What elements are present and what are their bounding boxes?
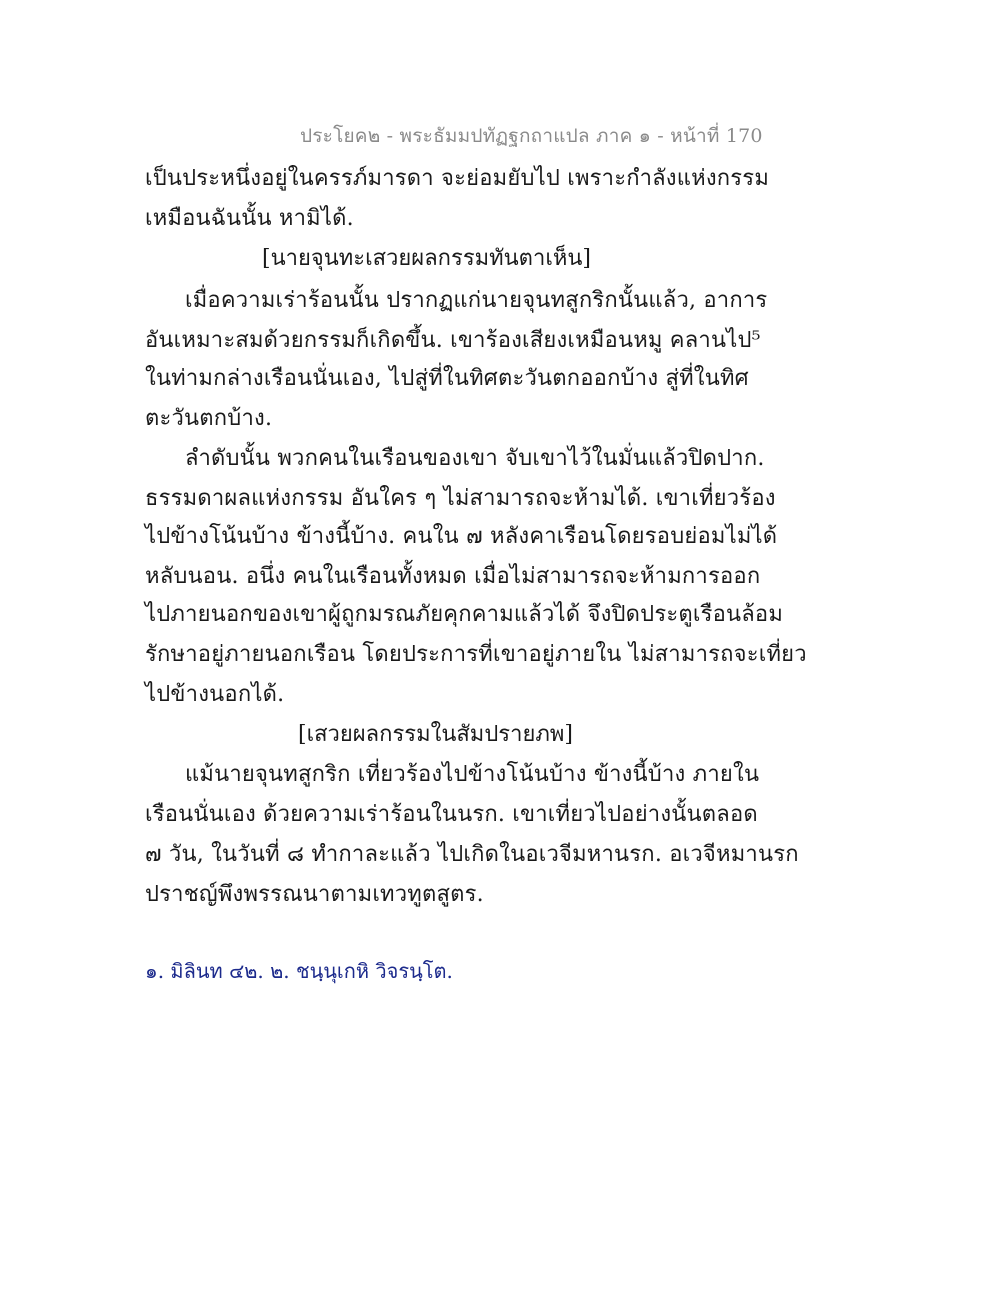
paragraph-first-line: ลำดับนั้น พวกคนในเรือนของเขา จับเขาไว้ในมั่นแล้วปิดปาก. xyxy=(185,446,765,471)
body-line: ตะวันตกบ้าง. xyxy=(145,406,273,431)
body-line: รักษาอยู่ภายนอกเรือน โดยประการที่เขาอยู่ภายใน ไม่สามารถจะเที่ยว xyxy=(145,642,807,667)
body-line: ธรรมดาผลแห่งกรรม อันใคร ๆ ไม่สามารถจะห้ามได้. เขาเที่ยวร้อง xyxy=(145,486,776,511)
body-line: เป็นประหนึ่งอยู่ในครรภ์มารดา จะย่อมยับไป เพราะกำลังแห่งกรรม xyxy=(145,166,770,191)
body-line: ไปข้างนอกได้. xyxy=(145,682,285,707)
running-header: ประโยค๒ - พระธัมมปทัฏฐกถาแปล ภาค ๑ - หน้าที่ 170 xyxy=(300,125,763,147)
body-line: ๗ วัน, ในวันที่ ๘ ทำกาละแล้ว ไปเกิดในอเวจีมหานรก. อเวจีหมานรก xyxy=(145,842,799,867)
paragraph-first-line: เมื่อความเร่าร้อนนั้น ปรากฏแก่นายจุนทสูกริกนั้นแล้ว, อาการ xyxy=(185,288,768,313)
section-heading: [นายจุนทะเสวยผลกรรมทันตาเห็น] xyxy=(262,246,591,271)
body-line: เหมือนฉันนั้น หามิได้. xyxy=(145,206,354,231)
body-line: หลับนอน. อนึ่ง คนในเรือนทั้งหมด เมื่อไม่สามารถจะห้ามการออก xyxy=(145,564,761,589)
body-line: เรือนนั่นเอง ด้วยความเร่าร้อนในนรก. เขาเที่ยวไปอย่างนั้นตลอด xyxy=(145,802,758,827)
body-line: ปราชญ์พึงพรรณนาตามเทวทูตสูตร. xyxy=(145,882,484,907)
body-line: ในท่ามกล่างเรือนนั่นเอง, ไปสู่ที่ในทิศตะวันตกออกบ้าง สู่ที่ในทิศ xyxy=(145,366,749,391)
footnote: ๑. มิลินท ๔๒. ๒. ชนฺนุเกหิ วิจรนฺโต. xyxy=(145,959,453,983)
body-line: อันเหมาะสมด้วยกรรมก็เกิดขึ้น. เขาร้องเสียงเหมือนหมู คลานไป⁵ xyxy=(145,328,761,353)
body-line: ไปภายนอกของเขาผู้ถูกมรณภัยคุกคามแล้วได้ จึงปิดประตูเรือนล้อม xyxy=(145,602,784,627)
section-heading: [เสวยผลกรรมในสัมปรายภพ] xyxy=(298,722,573,747)
paragraph-first-line: แม้นายจุนทสูกริก เที่ยวร้องไปข้างโน้นบ้าง ข้างนี้บ้าง ภายใน xyxy=(185,762,760,787)
body-line: ไปข้างโน้นบ้าง ข้างนี้บ้าง. คนใน ๗ หลังคาเรือนโดยรอบย่อมไม่ได้ xyxy=(145,524,778,549)
